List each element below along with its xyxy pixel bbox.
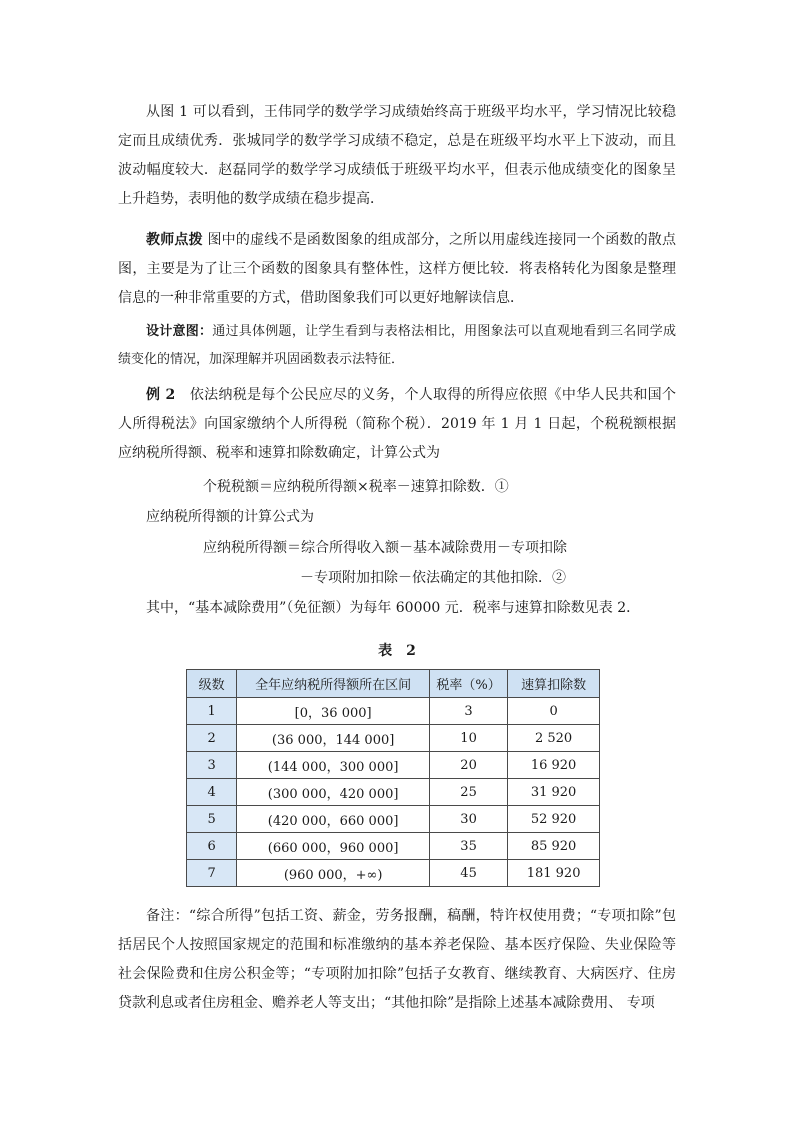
cell-range: (420 000，660 000] [237, 806, 430, 833]
example-text: 依法纳税是每个公民应尽的义务，个人取得的所得应依照《中华人民共和国个人所得税法》向国家缴纳个人所得税（简称个税）．2019 年 1 月 1 日起，个税税额根据应纳税所得额、税率和速算扣除数确定，计算公式为 [118, 387, 676, 461]
cell-range: (660 000，960 000] [237, 833, 430, 860]
table-row [187, 725, 600, 752]
cell-level: 6 [187, 833, 237, 860]
cell-range: (144 000，300 000] [237, 752, 430, 779]
header-tax-rate: 税率（%） [429, 670, 507, 698]
cell-deduction: 16 920 [508, 752, 600, 779]
paragraph-deduction-note: 其中，“基本减除费用”（免征额）为每年 60000 元．税率与速算扣除数见表 2． [146, 600, 641, 616]
design-intent-text: 通过具体例题，让学生看到与表格法相比，用图象法可以直观地看到三名同学成绩变化的情况，加深理解并巩固函数表示法特征． [118, 324, 676, 367]
cell-rate: 45 [429, 860, 507, 887]
paragraph-example-2 [118, 381, 676, 468]
cell-level: 2 [187, 725, 237, 752]
cell-range: (36 000，144 000] [237, 725, 430, 752]
teacher-note-label: 教师点拨 [146, 232, 203, 248]
paragraph-graph-analysis: 从图 1 可以看到，王伟同学的数学学习成绩始终高于班级平均水平，学习情况比较稳定而且成绩优秀．张城同学的数学学习成绩不稳定，总是在班级平均水平上下波动，而且波动幅度较大．赵磊同学的数学学习成绩低于班级平均水平，但表示他成绩变化的图象呈上升趋势，表明他的数学成绩在稳步提高． [118, 104, 676, 207]
table-row [187, 833, 600, 860]
table-row [187, 806, 600, 833]
paragraph-design-intent [118, 318, 676, 374]
cell-level: 1 [187, 698, 237, 725]
formula-2-line-2: －专项附加扣除－依法确定的其他扣除．② [300, 570, 566, 586]
cell-level: 5 [187, 806, 237, 833]
cell-range: (300 000，420 000] [237, 779, 430, 806]
header-income-range: 全年应纳税所得额所在区间 [237, 670, 430, 698]
table-row [187, 779, 600, 806]
table-caption: 表 2 [378, 643, 416, 659]
cell-deduction: 31 920 [508, 779, 600, 806]
cell-deduction: 85 920 [508, 833, 600, 860]
paragraph-teacher-note [118, 226, 676, 313]
teacher-note-text: 图中的虚线不是函数图象的组成部分，之所以用虚线连接同一个函数的散点图，主要是为了让三个函数的图象具有整体性，这样方便比较．将表格转化为图象是整理信息的一种非常重要的方式，借助图象我们可以更好地解读信息． [118, 232, 677, 306]
tax-rate-table [186, 669, 600, 887]
table-row [187, 752, 600, 779]
cell-level: 7 [187, 860, 237, 887]
table-row [187, 698, 600, 725]
example-label: 例 2 [146, 387, 176, 403]
design-intent-label: 设计意图： [146, 324, 213, 339]
cell-deduction: 2 520 [508, 725, 600, 752]
cell-range: (960 000，+∞) [237, 860, 430, 887]
cell-rate: 10 [429, 725, 507, 752]
cell-range: [0，36 000] [237, 698, 430, 725]
paragraph-formula-intro: 应纳税所得额的计算公式为 [146, 509, 314, 525]
cell-rate: 30 [429, 806, 507, 833]
cell-rate: 25 [429, 779, 507, 806]
header-level: 级数 [187, 670, 237, 698]
cell-rate: 35 [429, 833, 507, 860]
header-quick-deduction: 速算扣除数 [508, 670, 600, 698]
cell-level: 4 [187, 779, 237, 806]
paragraph-remarks: 备注：“综合所得”包括工资、薪金，劳务报酬，稿酬，特许权使用费；“专项扣除”包括居民个人按照国家规定的范围和标准缴纳的基本养老保险、基本医疗保险、失业保险等社会保险费和住房公积金等；“专项附加扣除”包括子女教育、继续教育、大病医疗、住房贷款利息或者住房租金、赡养老人等支出；“其他扣除”是指除上述基本减除费用、 专项 [118, 908, 676, 1011]
cell-rate: 20 [429, 752, 507, 779]
cell-level: 3 [187, 752, 237, 779]
cell-deduction: 52 920 [508, 806, 600, 833]
cell-rate: 3 [429, 698, 507, 725]
formula-1: 个税税额＝应纳税所得额×税率－速算扣除数．① [203, 479, 509, 495]
table-header-row [187, 670, 600, 698]
table-row [187, 860, 600, 887]
cell-deduction: 181 920 [508, 860, 600, 887]
cell-deduction: 0 [508, 698, 600, 725]
formula-2-line-1: 应纳税所得额＝综合所得收入额－基本减除费用－专项扣除 [203, 540, 567, 556]
